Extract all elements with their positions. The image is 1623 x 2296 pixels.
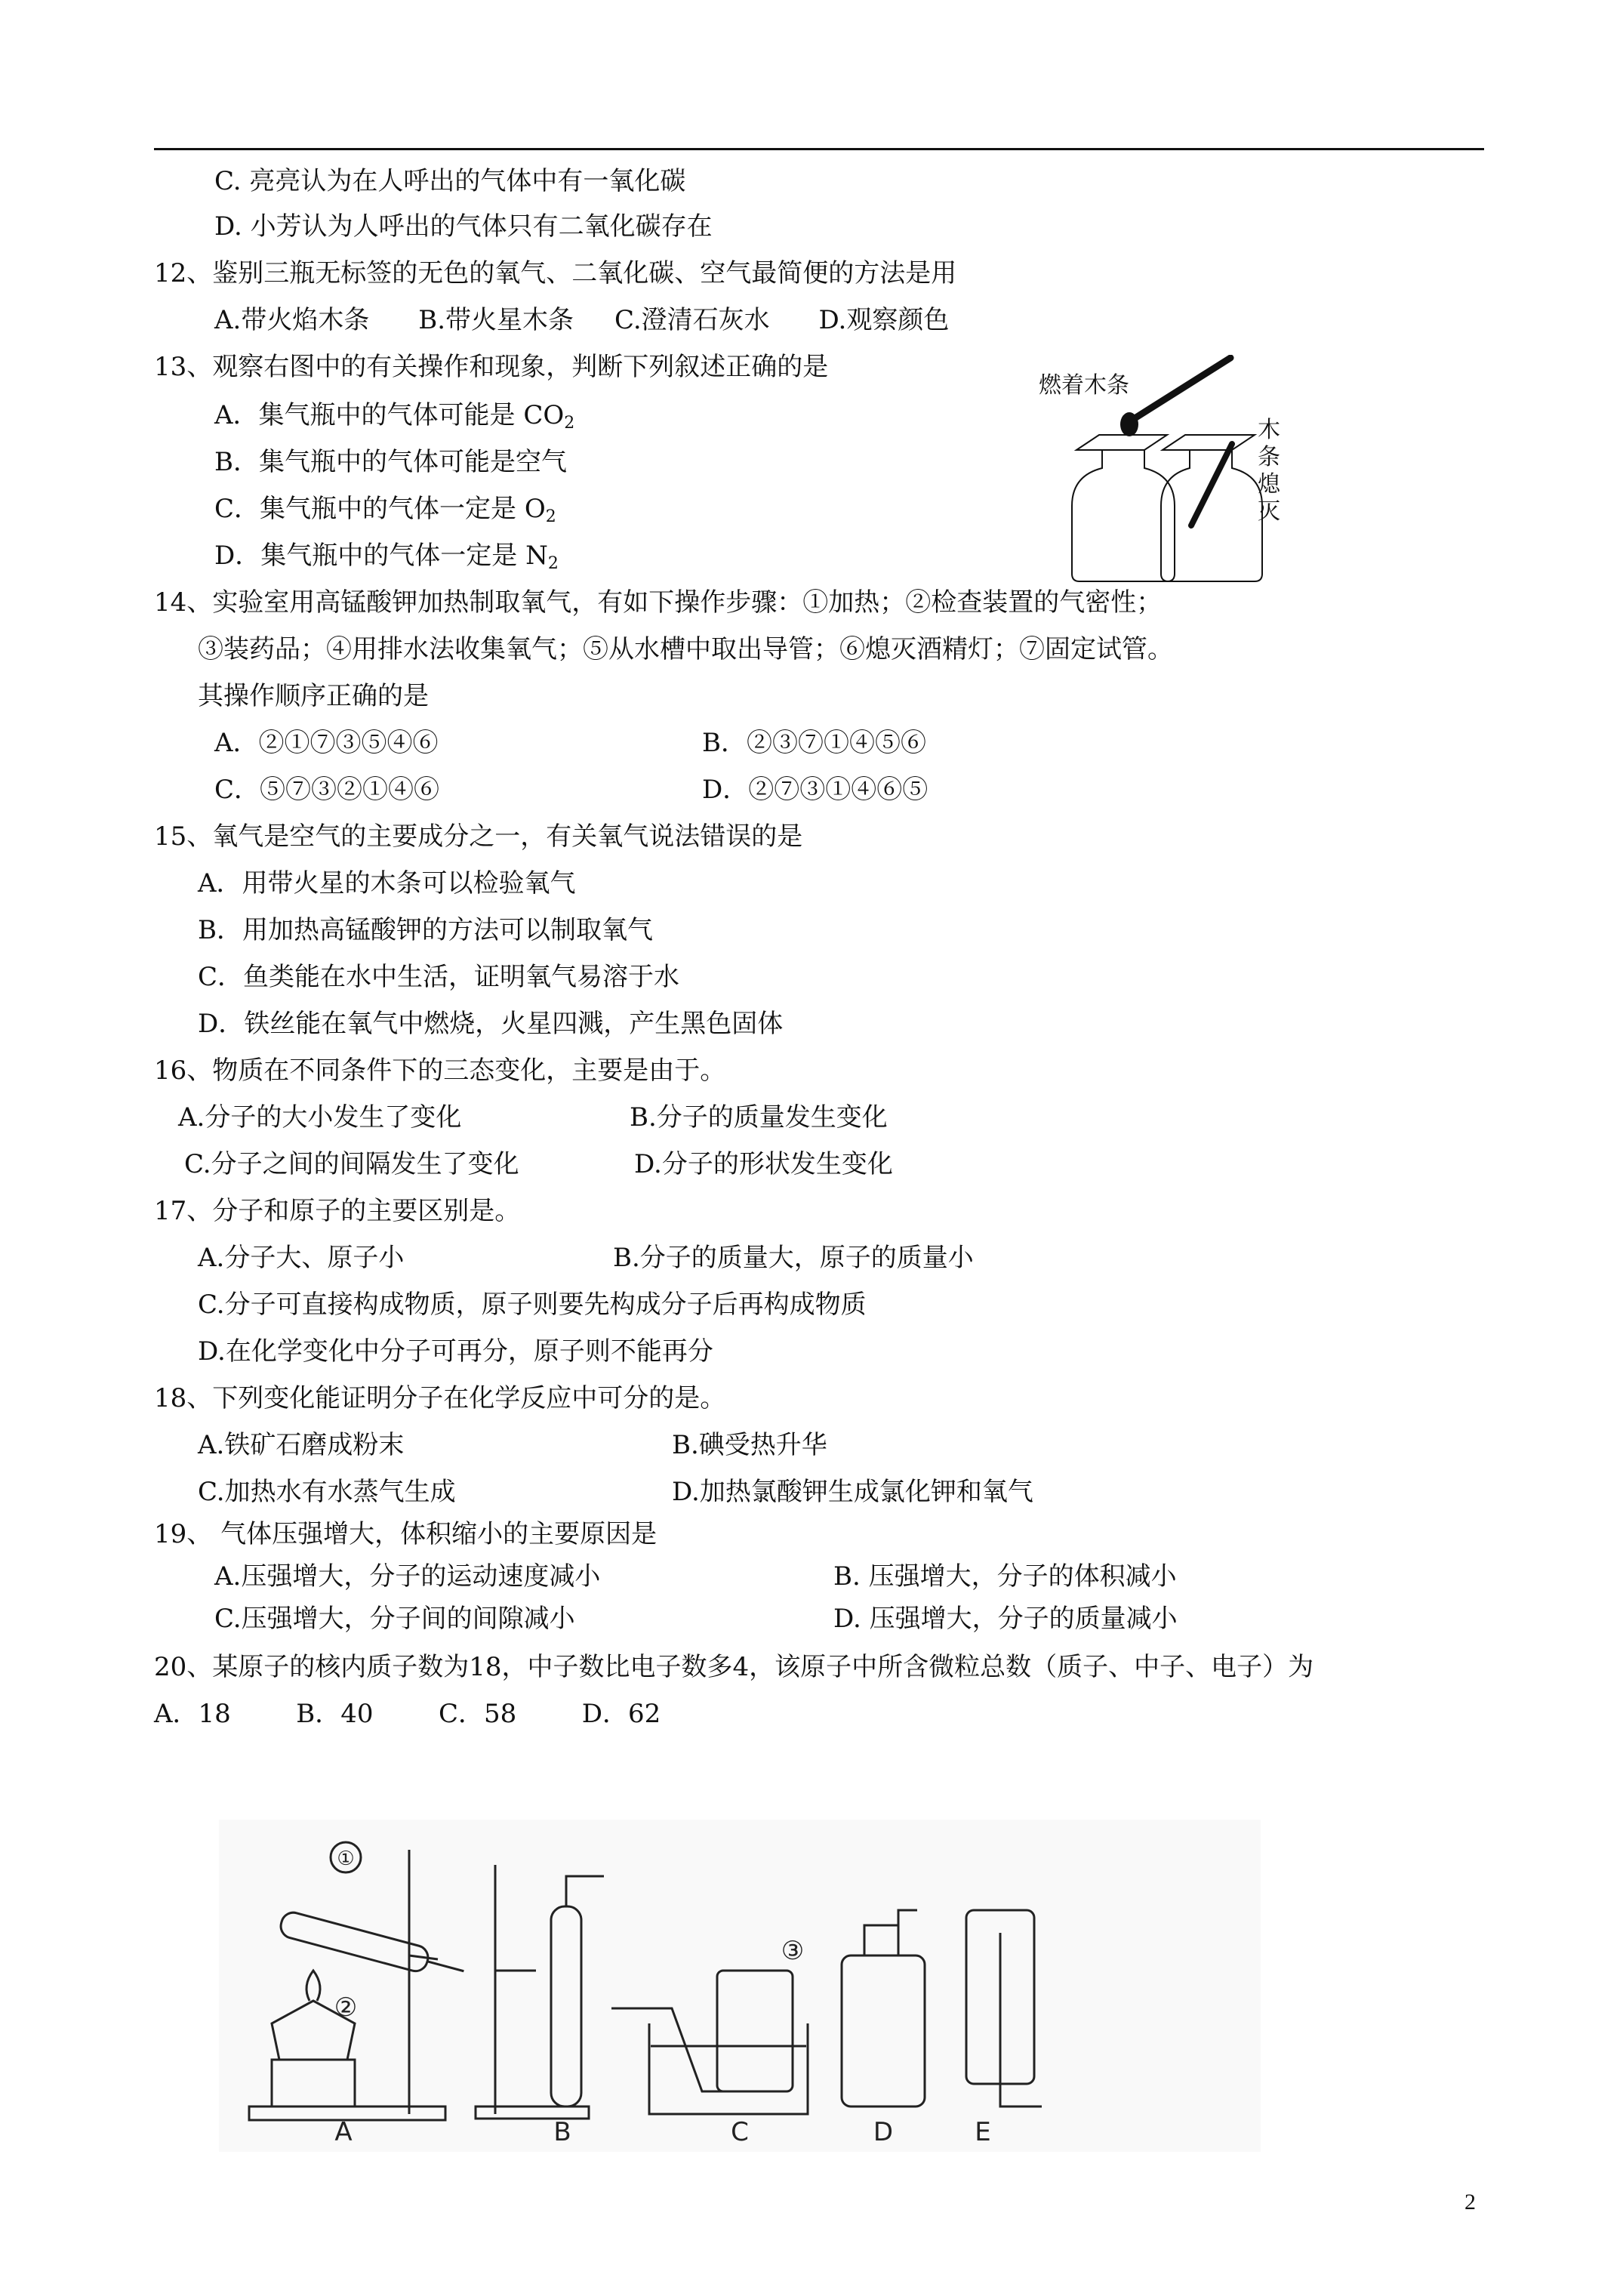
apparatus-label-a: A bbox=[334, 2117, 353, 2147]
marker-2: ② bbox=[334, 1992, 358, 2023]
q13-figure-char-1: 木 bbox=[1258, 417, 1280, 443]
glass-plate-right bbox=[1163, 435, 1255, 450]
marker-1: ① bbox=[337, 1848, 355, 1870]
q13-option-a-text: A．集气瓶中的气体可能是 CO bbox=[214, 400, 565, 430]
q13-stem: 13、观察右图中的有关操作和现象，判断下列叙述正确的是 bbox=[154, 352, 829, 382]
q16-option-a: A.分子的大小发生了变化 bbox=[178, 1102, 462, 1133]
q16-option-b: B.分子的质量发生变化 bbox=[630, 1102, 888, 1133]
q13-option-d bbox=[214, 539, 559, 581]
marker-3: ③ bbox=[781, 1936, 805, 1966]
q14-stem-line1: 14、实验室用高锰酸钾加热制取氧气，有如下操作步骤：①加热；②检查装置的气密性； bbox=[154, 587, 1163, 618]
q19-option-d: D. 压强增大，分子的质量减小 bbox=[833, 1604, 1178, 1634]
q19-option-b: B. 压强增大，分子的体积减小 bbox=[833, 1561, 1177, 1592]
q17-option-d: D.在化学变化中分子可再分，原子则不能再分 bbox=[198, 1336, 713, 1367]
q13-figure-char-3: 熄 bbox=[1258, 471, 1280, 498]
q13-option-c-sub: 2 bbox=[545, 507, 556, 526]
q17-option-c: C.分子可直接构成物质，原子则要先构成分子后再构成物质 bbox=[198, 1290, 867, 1320]
q19-stem: 19、 气体压强增大，体积缩小的主要原因是 bbox=[154, 1519, 658, 1549]
q14-option-a: A．②①⑦③⑤④⑥ bbox=[214, 728, 439, 758]
extinguished-stick bbox=[1191, 444, 1232, 525]
q11-option-d: D. 小芳认为人呼出的气体只有二氧化碳存在 bbox=[214, 211, 713, 242]
q16-option-d: D.分子的形状发生变化 bbox=[634, 1149, 893, 1179]
q11-option-c: C. 亮亮认为在人呼出的气体中有一氧化碳 bbox=[214, 166, 686, 196]
q13-figure-char-4: 灭 bbox=[1258, 498, 1280, 525]
q13-option-c bbox=[214, 492, 556, 534]
q18-option-b: B.碘受热升华 bbox=[672, 1430, 827, 1460]
q15-option-a: A．用带火星的木条可以检验氧气 bbox=[198, 868, 576, 898]
q13-option-b: B．集气瓶中的气体可能是空气 bbox=[214, 447, 567, 477]
apparatus-label-e: E bbox=[975, 2117, 991, 2147]
gas-jar-right bbox=[1161, 450, 1262, 581]
page-number: 2 bbox=[1464, 2190, 1476, 2214]
q15-option-d: D．铁丝能在氧气中燃烧，火星四溅，产生黑色固体 bbox=[198, 1009, 784, 1039]
q12-options: A.带火焰木条 B.带火星木条 C.澄清石灰水 D.观察颜色 bbox=[214, 305, 950, 335]
q15-option-b: B．用加热高锰酸钾的方法可以制取氧气 bbox=[198, 915, 653, 945]
q19-option-c: C.压强增大，分子间的间隙减小 bbox=[214, 1604, 575, 1634]
q18-option-d: D.加热氯酸钾生成氯化钾和氧气 bbox=[672, 1477, 1033, 1507]
q13-option-a-sub: 2 bbox=[564, 414, 575, 433]
q14-option-d: D．②⑦③①④⑥⑤ bbox=[702, 775, 929, 805]
q18-option-a: A.铁矿石磨成粉末 bbox=[198, 1430, 405, 1460]
q16-stem: 16、物质在不同条件下的三态变化，主要是由于。 bbox=[154, 1056, 726, 1086]
q13-figure-label-burning-stick: 燃着木条 bbox=[1039, 372, 1129, 399]
q13-option-d-text: D．集气瓶中的气体一定是 N bbox=[214, 541, 548, 571]
q14-option-c: C．⑤⑦③②①④⑥ bbox=[214, 775, 440, 805]
q13-option-a bbox=[214, 399, 574, 440]
q18-stem: 18、下列变化能证明分子在化学反应中可分的是。 bbox=[154, 1383, 726, 1413]
q13-gas-jar-figure bbox=[1057, 355, 1276, 589]
q17-option-b: B.分子的质量大，原子的质量小 bbox=[613, 1243, 974, 1273]
q17-option-a: A.分子大、原子小 bbox=[198, 1243, 405, 1273]
flame-icon bbox=[1120, 412, 1138, 436]
burning-stick bbox=[1132, 358, 1230, 420]
q18-option-c: C.加热水有水蒸气生成 bbox=[198, 1477, 456, 1507]
q13-figure-char-2: 条 bbox=[1258, 444, 1280, 470]
q14-stem-line2: ③装药品；④用排水法收集氧气；⑤从水槽中取出导管；⑥熄灭酒精灯；⑦固定试管。 bbox=[198, 634, 1173, 664]
glass-plate-left bbox=[1076, 435, 1167, 450]
q14-stem-line3: 其操作顺序正确的是 bbox=[198, 681, 429, 711]
q15-option-c: C．鱼类能在水中生活，证明氧气易溶于水 bbox=[198, 962, 680, 992]
q13-option-d-sub: 2 bbox=[547, 554, 559, 573]
q17-stem: 17、分子和原子的主要区别是。 bbox=[154, 1196, 521, 1226]
q13-option-c-text: C．集气瓶中的气体一定是 O bbox=[214, 494, 546, 524]
q15-stem: 15、氧气是空气的主要成分之一，有关氧气说法错误的是 bbox=[154, 821, 803, 852]
gas-jar-left bbox=[1072, 450, 1175, 581]
q19-option-a: A.压强增大，分子的运动速度减小 bbox=[214, 1561, 601, 1592]
apparatus-label-c: C bbox=[731, 2117, 749, 2147]
apparatus-figure-background bbox=[219, 1820, 1261, 2152]
q20-options: A．18 B．40 C．58 D．62 bbox=[154, 1699, 661, 1729]
q16-option-c: C.分子之间的间隔发生了变化 bbox=[184, 1149, 519, 1179]
header-rule bbox=[154, 148, 1484, 150]
q14-option-b: B．②③⑦①④⑤⑥ bbox=[702, 728, 926, 758]
apparatus-label-b: B bbox=[553, 2117, 571, 2147]
q12-stem: 12、鉴别三瓶无标签的无色的氧气、二氧化碳、空气最简便的方法是用 bbox=[154, 258, 957, 288]
q20-stem: 20、某原子的核内质子数为18，中子数比电子数多4，该原子中所含微粒总数（质子、中子、电子）为 bbox=[154, 1652, 1314, 1682]
apparatus-figure bbox=[219, 1820, 1261, 2152]
apparatus-label-d: D bbox=[873, 2117, 894, 2147]
